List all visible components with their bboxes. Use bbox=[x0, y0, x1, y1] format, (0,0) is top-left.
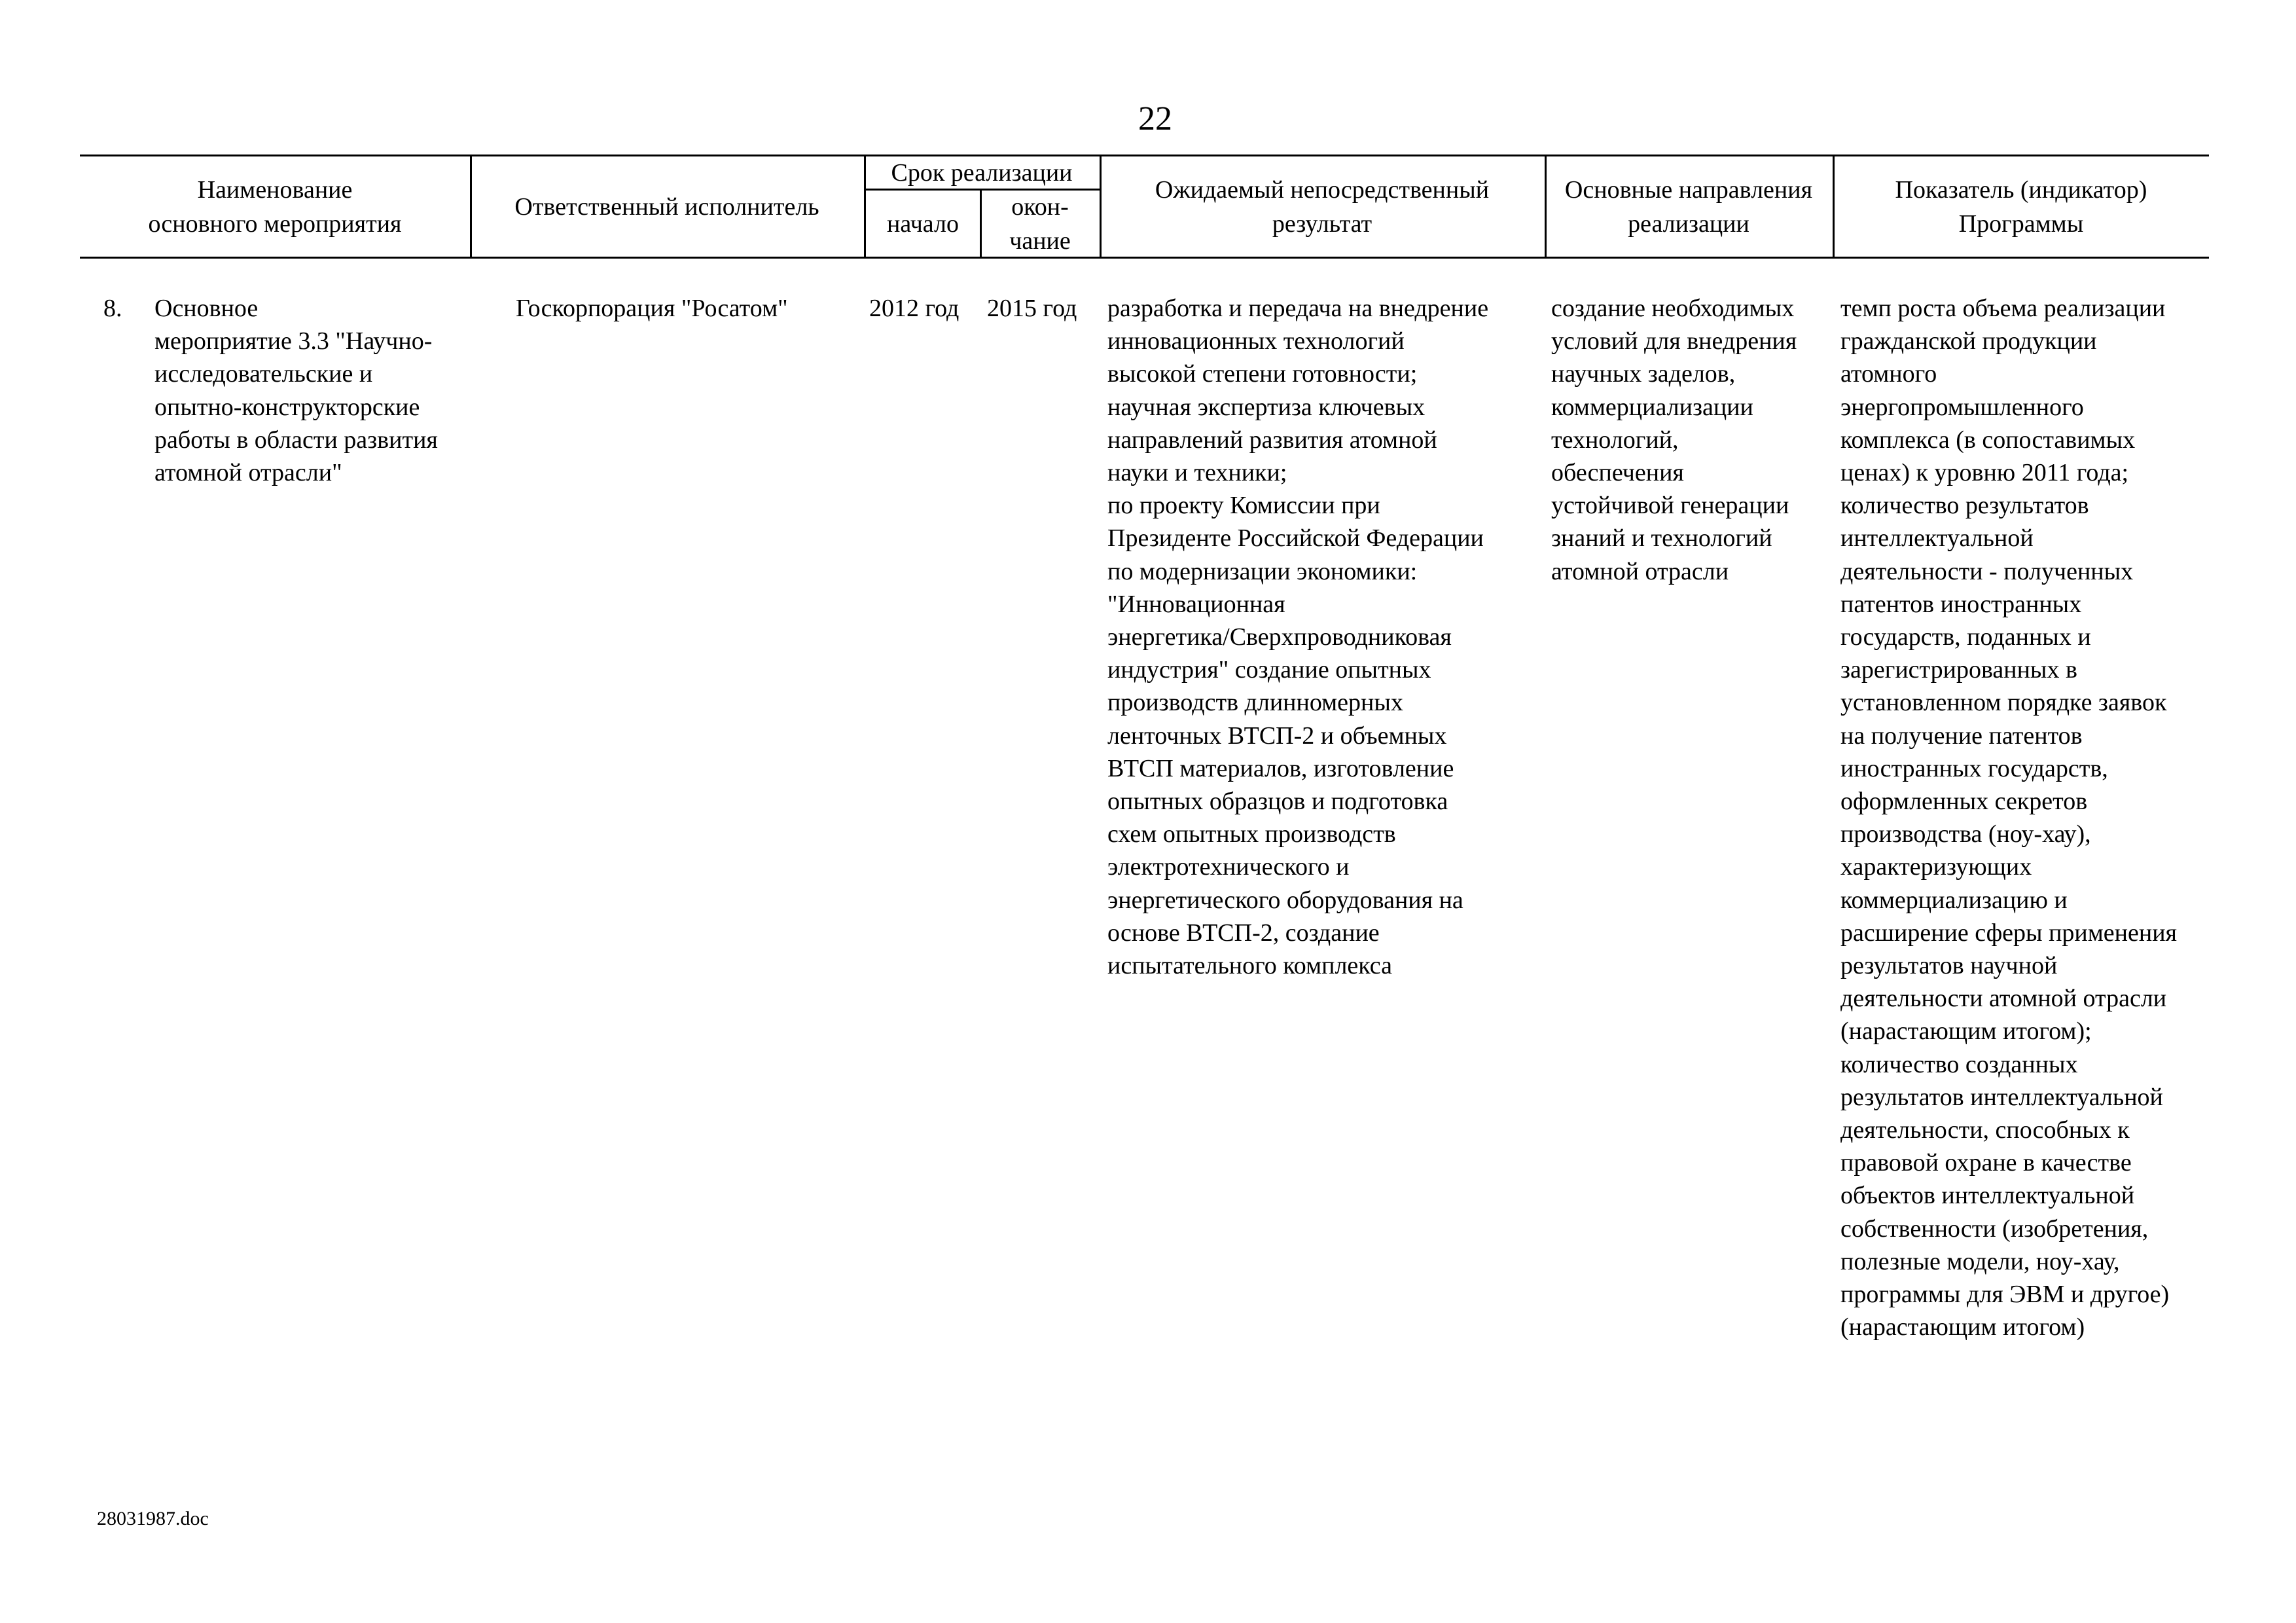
column-divider bbox=[1833, 155, 1835, 258]
header-result: Ожидаемый непосредственный результат bbox=[1155, 176, 1490, 238]
page-number: 22 bbox=[1138, 100, 1172, 137]
row-result: разработка и передача на внедрение инновационных технологий высокой степени готовности; научная экспертиза ключевых направлений развития атомной науки и техники; по проекту Комиссии при Президенте Российской Федерации по модернизации экономики: "Инновационная энергетика/Сверхпроводниковая индустрия" создание опытных производств длинномерных ленточных ВТСП-2 и объемных ВТСП материалов, изготовление опытных образцов и подготовка схем опытных производств электротехнического и энергетического оборудования на основе ВТСП-2, создание испытательного комплекса bbox=[1107, 295, 1489, 980]
period-subcolumn-divider bbox=[980, 189, 982, 258]
column-divider bbox=[470, 155, 472, 258]
row-start: 2012 год bbox=[869, 295, 960, 322]
row-directions: создание необходимых условий для внедрения научных заделов, коммерциализации технологий, обеспечения устойчивой генерации знаний и технологий атомной отрасли bbox=[1551, 295, 1797, 585]
column-divider bbox=[864, 155, 866, 258]
column-divider bbox=[1545, 155, 1547, 258]
header-indicator: Показатель (индикатор) Программы bbox=[1895, 176, 2147, 238]
row-indicator: темп роста объема реализации гражданской продукции атомного энергопромышленного комплекса (в сопоставимых ценах) к уровню 2011 года; количество результатов интеллектуальной деятельности - полученных патентов иностранных государств, поданных и зарегистрированных в установленном порядке заявок на получение патентов иностранных государств, оформленных секретов производства (ноу-хау), характеризующих коммерциализацию и расширение сферы применения результатов научной деятельности атомной отрасли (нарастающим итогом); количество созданных результатов интеллектуальной деятельности, способных к правовой охране в качестве объектов интеллектуальной собственности (изобретения, полезные модели, ноу-хау, программы для ЭВМ и другое) (нарастающим итогом) bbox=[1840, 295, 2178, 1341]
column-divider bbox=[1100, 155, 1102, 258]
header-end: окон- чание bbox=[1009, 193, 1071, 255]
table-top-rule bbox=[80, 155, 2209, 156]
header-name: Наименование основного мероприятия bbox=[148, 176, 402, 238]
row-end: 2015 год bbox=[987, 295, 1077, 322]
header-directions: Основные направления реализации bbox=[1564, 176, 1813, 238]
footer-filename: 28031987.doc bbox=[97, 1508, 209, 1529]
row-name: Основное мероприятие 3.3 "Научно- исследовательские и опытно-конструкторские работы в области развития атомной отрасли" bbox=[154, 295, 438, 487]
header-period: Срок реализации bbox=[891, 159, 1073, 187]
header-executor: Ответственный исполнитель bbox=[514, 193, 819, 221]
row-executor: Госкорпорация "Росатом" bbox=[516, 295, 788, 322]
row-number: 8. bbox=[103, 295, 122, 322]
header-start: начало bbox=[887, 210, 959, 238]
table-header-bottom-rule bbox=[80, 257, 2209, 259]
